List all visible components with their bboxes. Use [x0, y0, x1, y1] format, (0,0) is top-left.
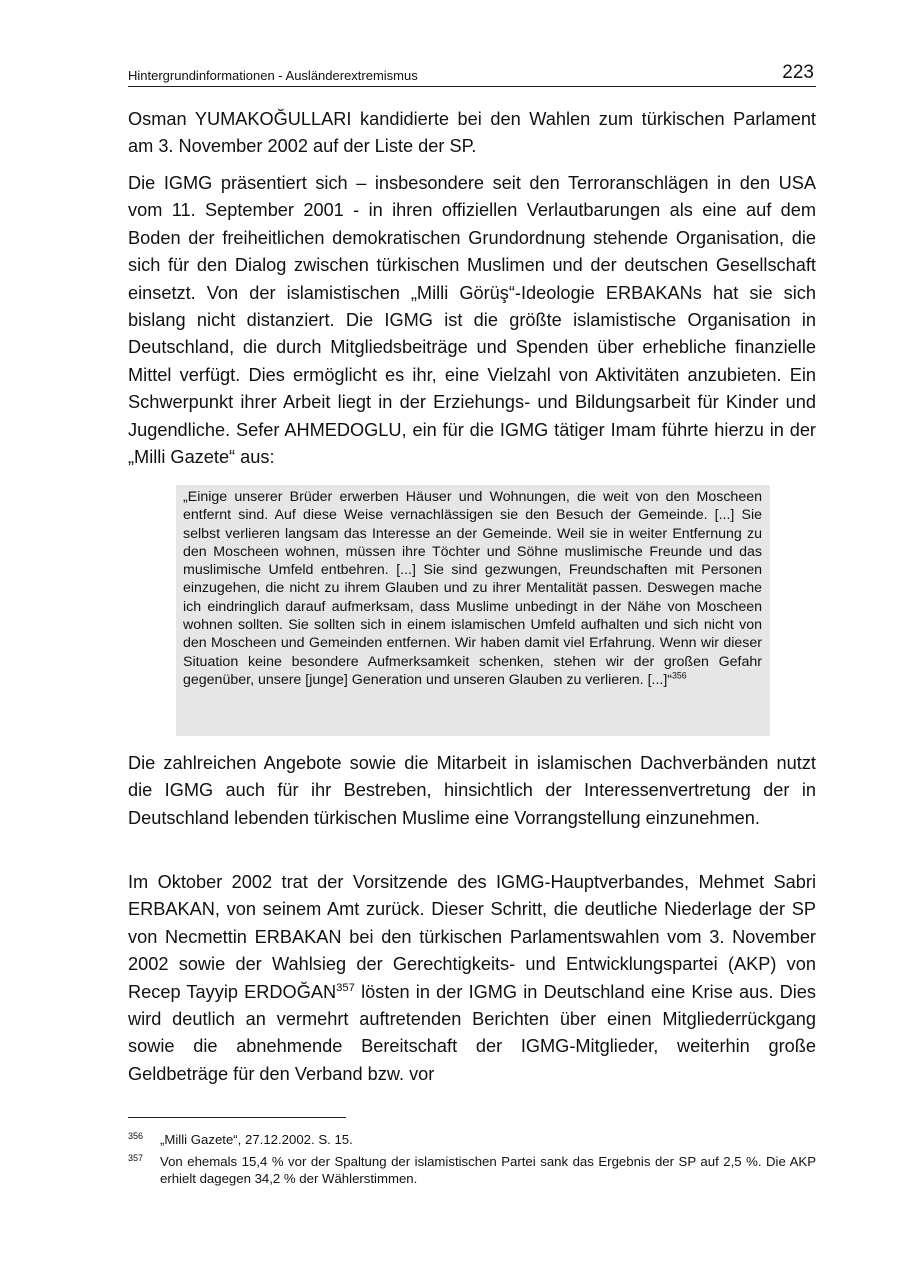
header-title: Hintergrundinformationen - Ausländerextremismus: [128, 68, 418, 83]
footnote-357: [128, 1153, 816, 1187]
footnote-text: Von ehemals 15,4 % vor der Spaltung der islamistischen Partei sank das Ergebnis der SP auf 2,5 %. Die AKP erhielt dagegen 34,2 % der Wählerstimmen.: [160, 1154, 816, 1186]
paragraph-candidacy: Osman YUMAKOĞULLARI kandidierte bei den Wahlen zum türkischen Parlament am 3. November 2002 auf der Liste der SP.: [128, 109, 816, 157]
footnote-separator: [128, 1117, 346, 1118]
footnote-text: „Milli Gazete“, 27.12.2002. S. 15.: [160, 1132, 353, 1147]
paragraph-dachverbaende: Die zahlreichen Angebote sowie die Mitarbeit in islamischen Dachverbänden nutzt die IGMG auch für ihr Bestreben, hinsichtlich der Interessenvertretung der in Deutschland lebenden türkischen Muslime eine Vorrangstellung einzunehmen.: [128, 753, 816, 828]
paragraph-crisis: [128, 869, 816, 1088]
block-quote: [176, 485, 770, 736]
footnote-356: [128, 1131, 816, 1148]
crisis-text-part-1: Im Oktober 2002 trat der Vorsitzende des IGMG-Hauptverbandes, Mehmet Sabri ERBAKAN, von seinem Amt zurück. Dieser Schritt, die deutliche Niederlage der SP von Necmettin ERBAKAN bei den türkischen Parlamentswahlen vom 3. November 2002 sowie der Wahlsieg der Gerechtigkeits- und Entwicklungspartei (AKP) von Recep Tayyip ERDOĞAN: [128, 872, 816, 1002]
paragraph-igmg-presentation: Die IGMG präsentiert sich – insbesondere seit den Terroranschlägen in den USA vom 11. September 2001 - in ihren offiziellen Verlautbarungen als eine auf dem Boden der freiheitlichen demokratischen Grundordnung stehende Organisation, die sich für den Dialog zwischen türkischen Muslimen und der deutschen Gesellschaft einsetzt. Von der islamistischen „Milli Görüş“-Ideologie ERBAKANs hat sie sich bislang nicht distanziert. Die IGMG ist die größte islamistische Organisation in Deutschland, die durch Mitgliedsbeiträge und Spenden über erhebliche finanzielle Mittel verfügt. Dies ermöglicht es ihr, eine Vielzahl von Aktivitäten anzubieten. Ein Schwerpunkt ihrer Arbeit liegt in der Erziehungs- und Bildungsarbeit für Kinder und Jugendliche. Sefer AHMEDOGLU, ein für die IGMG tätiger Imam führte hierzu in der „Milli Gazete“ aus:: [128, 173, 816, 468]
footnote-number: 356: [128, 1131, 144, 1141]
quote-text: „Einige unserer Brüder erwerben Häuser und Wohnungen, die weit von den Moscheen entfernt sind. Auf diese Weise vernachlässigen sie den Besuch der Gemeinde. [...] Sie selbst verlieren langsam das Interesse an der Gemeinde. Weil sie in weiter Entfernung zu den Moscheen wohnen, müssen ihre Töchter und Söhne muslimische Freunde und das muslimische Umfeld entbehren. [...] Sie sind gezwungen, Freundschaften mit Personen einzugehen, die nicht zu ihrem Glauben und zu ihrer Mentalität passen. Deswegen mache ich eindringlich darauf aufmerksam, dass Muslime unbedingt in der Nähe von Moscheen wohnen sollten. Sie sollten sich in einem islamischen Umfeld aufhalten und sich nicht von den Moscheen und Gemeinden entfernen. Wir haben damit viel Erfahrung. Wenn wir dieser Situation keine besondere Aufmerksamkeit schenken, stehen wir der großen Gefahr gegenüber, unsere [junge] Generation und unseren Glauben zu verlieren. [...]“: [183, 489, 762, 688]
footnote-ref-357[interactable]: 357: [336, 981, 355, 994]
crisis-text-part-2: lösten in der IGMG in Deutschland eine Krise aus. Dies wird deutlich an vermehrt auftretenden Berichten über einen Mitgliederrückgang sowie die abnehmende Bereitschaft der IGMG-Mitglieder, weiterhin große Geldbeträge für den Verband bzw. vor: [128, 981, 816, 1084]
page-number: 223: [782, 62, 814, 83]
block-quote-text: [183, 488, 762, 689]
running-header: [128, 62, 816, 87]
footnote-ref-356[interactable]: 356: [672, 670, 687, 681]
footnote-number: 357: [128, 1153, 144, 1163]
